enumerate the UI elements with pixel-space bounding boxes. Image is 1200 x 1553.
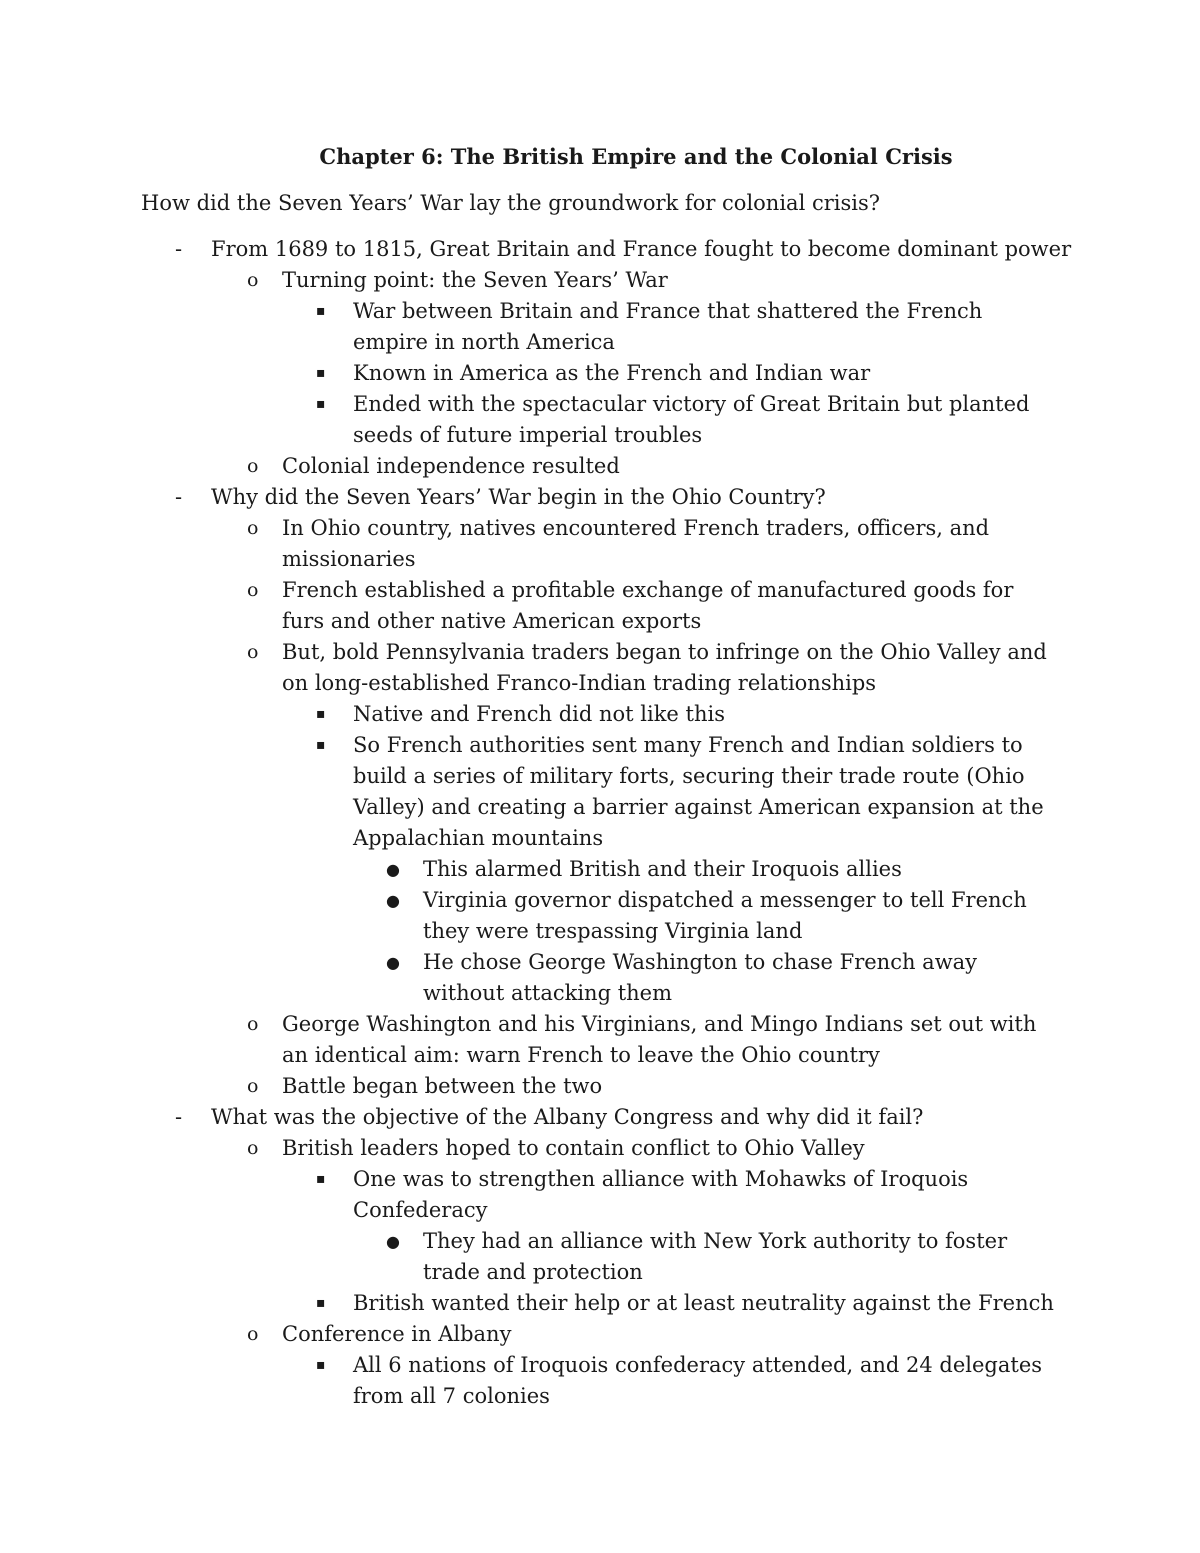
- bullet-marker: o: [247, 269, 259, 291]
- bullet-marker: o: [247, 1075, 259, 1097]
- outline-item-level-3: [0, 730, 1200, 854]
- outline-item-level-4: [0, 885, 1200, 947]
- bullet-marker: ▪: [316, 303, 326, 319]
- outline-item-level-2: [0, 1009, 1200, 1071]
- outline-item-level-3: [0, 296, 1200, 358]
- chapter-title: Chapter 6: The British Empire and the Colonial Crisis: [319, 144, 953, 169]
- outline-item-level-2: [0, 1133, 1200, 1164]
- outline-item-level-4: [0, 1226, 1200, 1288]
- outline-item-text: French established a profitable exchange of manufactured goods for furs and other native American exports: [282, 578, 1014, 633]
- bullet-marker: ▪: [316, 365, 326, 381]
- bullet-marker: o: [247, 455, 259, 477]
- outline-item-text: War between Britain and France that shattered the French empire in north America: [353, 299, 983, 354]
- outline-item-level-4: [0, 854, 1200, 885]
- guiding-question: How did the Seven Years’ War lay the groundwork for colonial crisis?: [141, 191, 881, 215]
- outline-item-text: He chose George Washington to chase French away without attacking them: [423, 950, 978, 1005]
- outline-item-text: One was to strengthen alliance with Mohawks of Iroquois Confederacy: [353, 1167, 969, 1222]
- bullet-marker: ●: [386, 860, 400, 879]
- bullet-marker: ●: [386, 891, 400, 910]
- outline-item-text: What was the objective of the Albany Congress and why did it fail?: [211, 1105, 924, 1129]
- bullet-marker: ▪: [316, 1171, 326, 1187]
- outline-item-text: This alarmed British and their Iroquois allies: [423, 857, 902, 881]
- outline-item-text: Native and French did not like this: [353, 702, 725, 726]
- outline-item-text: In Ohio country, natives encountered French traders, officers, and missionaries: [282, 516, 990, 571]
- bullet-marker: o: [247, 517, 259, 539]
- outline-item-text: Turning point: the Seven Years’ War: [282, 268, 668, 292]
- bullet-marker: ▪: [316, 1357, 326, 1373]
- outline-item-text: Known in America as the French and Indian war: [353, 361, 871, 385]
- outline-item-level-3: [0, 1288, 1200, 1319]
- bullet-marker: -: [175, 1105, 183, 1129]
- outline-item-text: Virginia governor dispatched a messenger to tell French they were trespassing Virginia land: [423, 888, 1027, 943]
- outline-item-level-2: [0, 451, 1200, 482]
- outline-item-text: From 1689 to 1815, Great Britain and France fought to become dominant power: [211, 237, 1072, 261]
- outline-item-text: Battle began between the two: [282, 1074, 603, 1098]
- outline-list: [0, 234, 1200, 1412]
- outline-item-text: All 6 nations of Iroquois confederacy attended, and 24 delegates from all 7 colonies: [353, 1353, 1043, 1408]
- outline-item-level-1: [0, 1102, 1200, 1133]
- bullet-marker: o: [247, 641, 259, 663]
- bullet-marker: ●: [386, 953, 400, 972]
- outline-item-text: Colonial independence resulted: [282, 454, 620, 478]
- outline-item-level-1: [0, 234, 1200, 265]
- outline-item-level-2: [0, 513, 1200, 575]
- bullet-marker: o: [247, 579, 259, 601]
- outline-item-level-2: [0, 1319, 1200, 1350]
- outline-item-level-2: [0, 575, 1200, 637]
- outline-item-level-2: [0, 1071, 1200, 1102]
- outline-item-text: Why did the Seven Years’ War begin in the Ohio Country?: [211, 485, 826, 509]
- bullet-marker: o: [247, 1323, 259, 1345]
- outline-item-level-1: [0, 482, 1200, 513]
- bullet-marker: ●: [386, 1232, 400, 1251]
- outline-item-text: George Washington and his Virginians, and Mingo Indians set out with an identical aim: warn French to leave the Ohio country: [282, 1012, 1037, 1067]
- outline-item-text: So French authorities sent many French and Indian soldiers to build a series of military forts, securing their trade route (Ohio Valley) and creating a barrier against American expansion at the Appalachian mountains: [353, 733, 1044, 850]
- outline-item-text: Conference in Albany: [282, 1322, 512, 1346]
- outline-item-level-2: [0, 637, 1200, 699]
- outline-item-text: But, bold Pennsylvania traders began to infringe on the Ohio Valley and on long-established Franco-Indian trading relationships: [282, 640, 1047, 695]
- outline-item-text: They had an alliance with New York authority to foster trade and protection: [423, 1229, 1008, 1284]
- outline-item-text: Ended with the spectacular victory of Great Britain but planted seeds of future imperial troubles: [353, 392, 1030, 447]
- outline-item-text: British wanted their help or at least neutrality against the French: [353, 1291, 1054, 1315]
- bullet-marker: -: [175, 485, 183, 509]
- bullet-marker: o: [247, 1137, 259, 1159]
- outline-item-level-3: [0, 358, 1200, 389]
- bullet-marker: ▪: [316, 1295, 326, 1311]
- outline-item-text: British leaders hoped to contain conflict to Ohio Valley: [282, 1136, 865, 1160]
- bullet-marker: ▪: [316, 706, 326, 722]
- outline-item-level-2: [0, 265, 1200, 296]
- bullet-marker: ▪: [316, 737, 326, 753]
- outline-item-level-3: [0, 1164, 1200, 1226]
- outline-item-level-4: [0, 947, 1200, 1009]
- bullet-marker: o: [247, 1013, 259, 1035]
- outline-item-level-3: [0, 1350, 1200, 1412]
- bullet-marker: -: [175, 237, 183, 261]
- outline-item-level-3: [0, 389, 1200, 451]
- bullet-marker: ▪: [316, 396, 326, 412]
- outline-item-level-3: [0, 699, 1200, 730]
